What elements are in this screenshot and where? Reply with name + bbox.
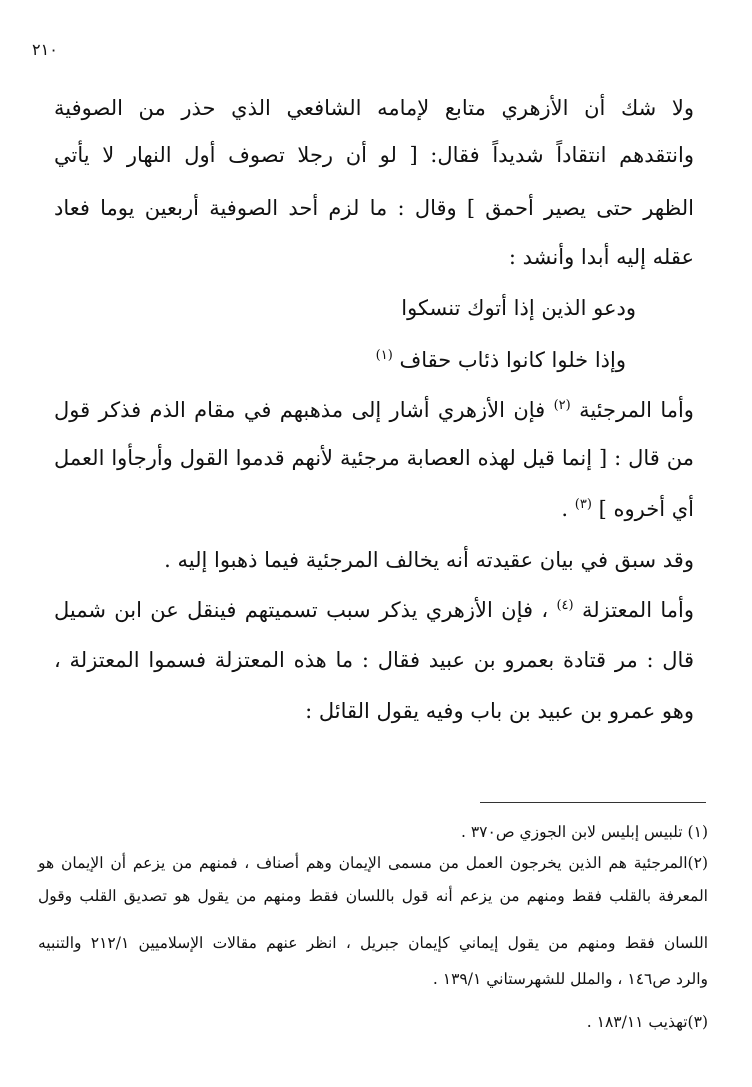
footnote-separator	[480, 802, 706, 803]
footnote-2-line-3: اللسان فقط ومنهم من يقول إيماني كإيمان جبريل ، انظر عنهم مقالات الإسلاميين ٢١٢/١ والتنبيه	[38, 934, 708, 952]
footnote-mark-3[interactable]: (٣)	[574, 497, 592, 512]
murjia-heading: وأما المرجئية	[579, 398, 694, 422]
footnote-3: (٣)تهذيب ١٨٣/١١ .	[586, 1013, 708, 1031]
body-line-3: الظهر حتى يصير أحمق ] وقال : ما لزم أحد الصوفية أربعين يوما فعاد	[54, 196, 694, 220]
body-line-12: وهو عمرو بن عبيد بن باب وفيه يقول القائل :	[305, 699, 694, 723]
body-line-8	[54, 494, 694, 524]
mutazila-text: ، فإن الأزهري يذكر سبب تسميتهم فينقل عن ابن شميل	[54, 598, 549, 622]
body-line-11: قال : مر قتادة بعمرو بن عبيد فقال : ما هذه المعتزلة فسموا المعتزلة ،	[54, 648, 694, 672]
body-line-murjia	[54, 395, 694, 425]
page-number: ٢١٠	[32, 40, 58, 59]
body-line-4: عقله إليه أبدا وأنشد :	[508, 245, 694, 269]
mutazila-heading: وأما المعتزلة	[581, 598, 694, 622]
footnote-2-line-2: المعرفة بالقلب فقط ومنهم من يزعم أنه قول باللسان فقط ومنهم من يقول هو تصديق القلب وقول	[38, 887, 708, 905]
footnote-mark-1[interactable]: (١)	[375, 348, 393, 363]
footnote-2-line-4: والرد ص١٤٦ ، والملل للشهرستاني ١٣٩/١ .	[432, 970, 708, 988]
body-line-1: ولا شك أن الأزهري متابع لإمامه الشافعي الذي حذر من الصوفية	[54, 96, 694, 120]
body-line-8-text: أي أخروه ]	[598, 497, 694, 521]
footnote-mark-4[interactable]: (٤)	[556, 598, 574, 613]
body-line-9: وقد سبق في بيان عقيدته أنه يخالف المرجئية فيما ذهبوا إليه .	[164, 548, 694, 572]
poem-verse-1: ودعو الذين إذا أتوك تنسكوا	[401, 296, 636, 320]
body-line-2: وانتقدهم انتقاداً شديداً فقال: [ لو أن رجلا تصوف أول النهار لا يأتي	[54, 143, 694, 167]
footnote-2-line-1: (٢)المرجئية هم الذين يخرجون العمل من مسمى الإيمان وهم أصناف ، فمنهم من يزعم أن الإيمان هو	[38, 854, 708, 872]
poem-verse-2-text: وإذا خلوا كانوا ذئاب حقاف	[399, 348, 626, 372]
body-line-7: من قال : [ إنما قيل لهذه العصابة مرجئية لأنهم قدموا القول وأرجأوا العمل	[54, 446, 694, 470]
murjia-text: فإن الأزهري أشار إلى مذهبهم في مقام الذم فذكر قول	[54, 398, 546, 422]
footnote-mark-2[interactable]: (٢)	[553, 398, 571, 413]
body-line-8-period: .	[561, 497, 569, 521]
footnote-1: (١) تلبيس إبليس لابن الجوزي ص٣٧٠ .	[460, 823, 708, 841]
body-line-mutazila	[54, 595, 694, 625]
poem-verse-2	[376, 345, 626, 375]
